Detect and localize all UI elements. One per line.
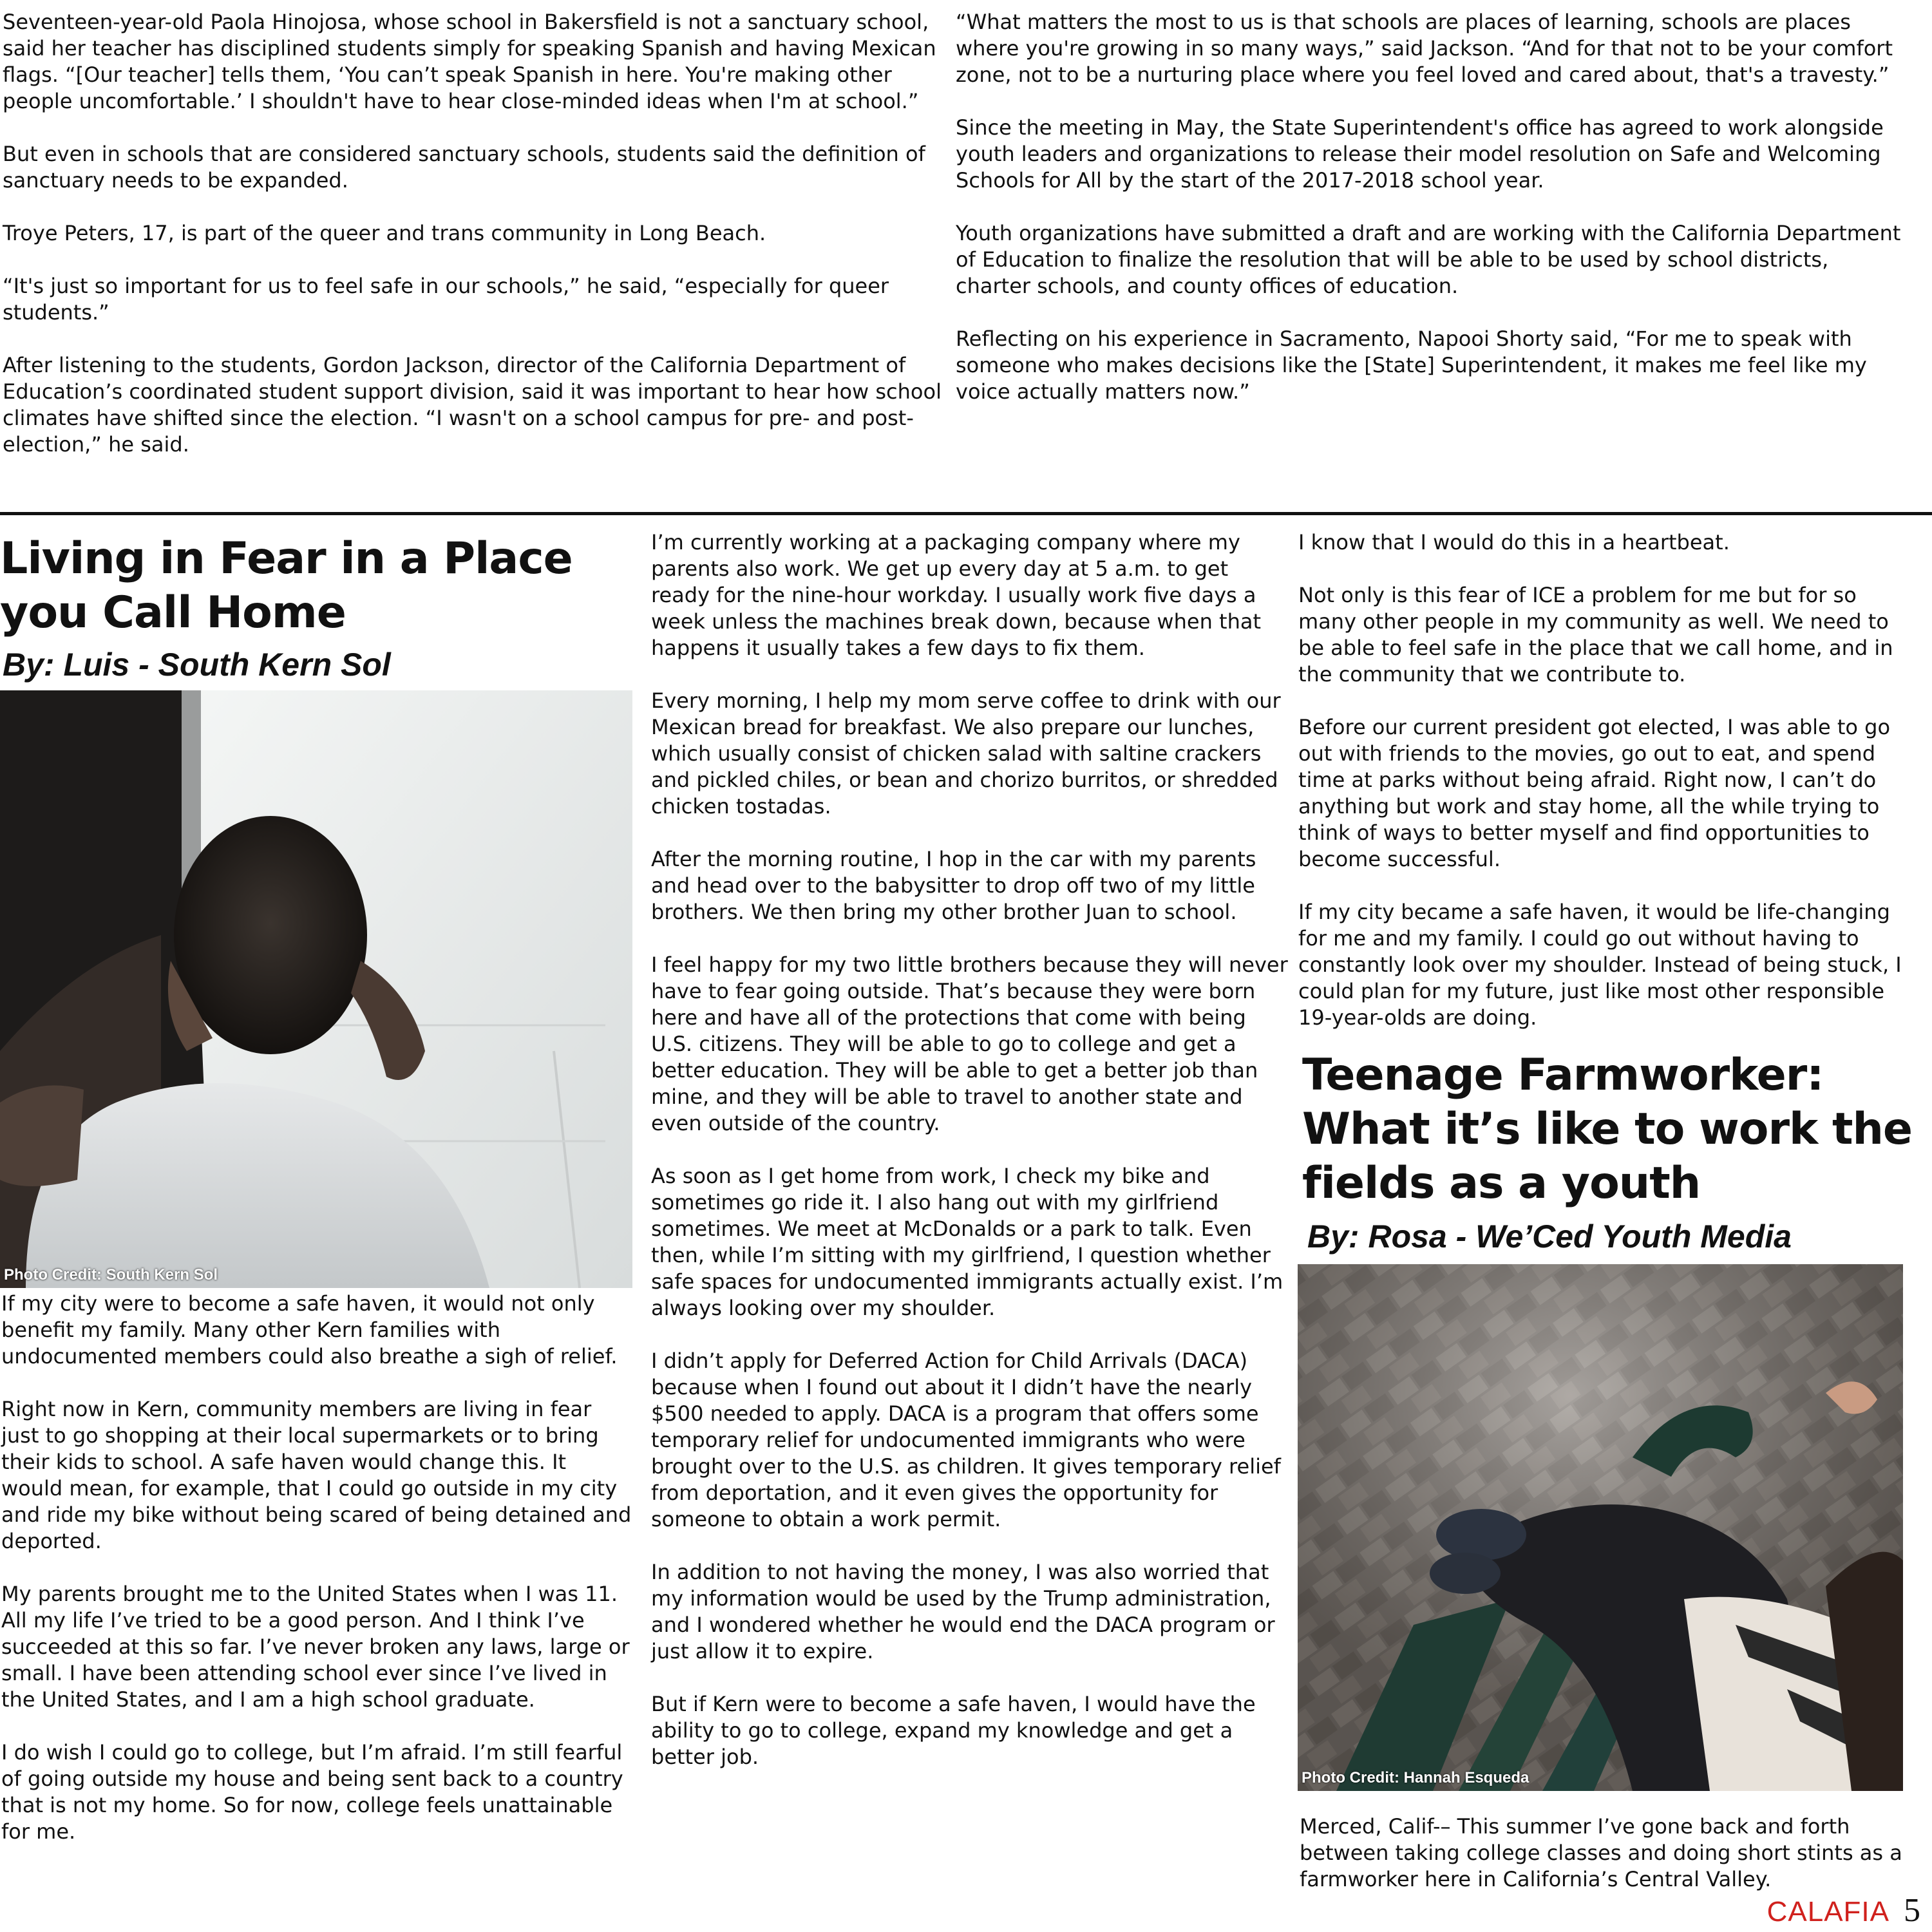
paragraph: I didn’t apply for Deferred Action for Child Arrivals (DACA) because when I found out about it I didn’t have the nearly $500 needed to apply. DACA is a program that offers some temporary relief for undocumented immigrants who were brought over to the U.S. as children. It gives temporary relief from deportation, and it even gives the opportunity for someone to obtain a work permit. (651, 1349, 1281, 1531)
paragraph: Youth organizations have submitted a draft and are working with the California Department of Education to finalize the resolution that will be able to be used by school districts, charter schools, and county offices of education. (956, 221, 1901, 298)
paragraph: I know that I would do this in a heartbeat. (1298, 530, 1730, 554)
article2-photo (1298, 1264, 1903, 1791)
article1-photo (0, 690, 632, 1288)
paragraph: Right now in Kern, community members are living in fear just to go shopping at their local supermarkets or to bring their kids to school. A safe haven would change this. It would mean, for example, that I could go outside in my city and ride my bike without being scared of being detained and deported. (1, 1397, 632, 1553)
photo-young-man-at-window (0, 690, 632, 1288)
paragraph: But if Kern were to become a safe haven, I would have the ability to go to college, expand my knowledge and get a better job. (651, 1692, 1256, 1769)
paragraph: In addition to not having the money, I was also worried that my information would be used by the Trump administration, and I wondered whether he would end the DACA program or just allow it to expire. (651, 1560, 1275, 1663)
article1-column-3 (1298, 529, 1917, 1031)
paragraph: “It's just so important for us to feel safe in our schools,” he said, “especially for queer students.” (3, 274, 889, 325)
photo-person-on-bench (1298, 1264, 1903, 1791)
paragraph: Merced, Calif-– This summer I’ve gone back and forth between taking college classes and doing short stints as a farmworker here in California’s Central Valley. (1300, 1814, 1902, 1891)
top-right-column (956, 9, 1909, 405)
paragraph: I’m currently working at a packaging company where my parents also work. We get up every day at 5 a.m. to get ready for the nine-hour workday. I usually work five days a week unless the machines break down, because when that happens it usually takes a few days to fix them. (651, 530, 1261, 660)
paragraph: After the morning routine, I hop in the car with my parents and head over to the babysitter to drop off two of my little brothers. We then bring my other brother Juan to school. (651, 847, 1256, 924)
article1-byline: By: Luis - South Kern Sol (3, 647, 391, 683)
paragraph: Troye Peters, 17, is part of the queer and trans community in Long Beach. (3, 221, 766, 245)
paragraph: I feel happy for my two little brothers because they will never have to fear going outside. That’s because they were born here and have all of the protections that come with being U.S. citizens. They will be able to go to college and get a better education. They will be able to get a better job than mine, and they will be able to travel to another state and even outside of the country. (651, 952, 1288, 1135)
article1-column-1 (1, 1291, 632, 1845)
page-footer (1767, 1891, 1920, 1929)
paragraph: After listening to the students, Gordon Jackson, director of the California Department of Education’s coordinated student support division, said it was important to hear how school climates have shifted since the election. “I wasn't on a school campus for pre- and post-election,” he said. (3, 353, 942, 457)
paragraph: As soon as I get home from work, I check my bike and sometimes go ride it. I also hang out with my girlfriend sometimes. We meet at McDonalds or a park to talk. Even then, while I’m sitting with my girlfriend, I question whether safe spaces for undocumented immigrants actually exist. I’m always looking over my shoulder. (651, 1164, 1283, 1320)
paragraph: Since the meeting in May, the State Superintendent's office has agreed to work alongside youth leaders and organizations to release their model resolution on Safe and Welcoming Schools for All by the start of the 2017-2018 school year. (956, 115, 1884, 193)
top-left-column (3, 9, 949, 458)
paragraph: If my city were to become a safe haven, it would not only benefit my family. Many other Kern families with undocumented members could also breathe a sigh of relief. (1, 1291, 618, 1368)
paragraph: Every morning, I help my mom serve coffee to drink with our Mexican bread for breakfast. We also prepare our lunches, which usually consist of chicken salad with saltine crackers and pickled chiles, or bean and chorizo burritos, or shredded chicken tostadas. (651, 688, 1281, 819)
paragraph: “What matters the most to us is that schools are places of learning, schools are places where you're growing in so many ways,” said Jackson. “And for that not to be your comfort zone, not to be a nurturing place where you feel loved and cared about, that's a travesty.” (956, 10, 1893, 87)
article2-body (1300, 1814, 1918, 1893)
paragraph: Before our current president got elected, I was able to go out with friends to the movies, go out to eat, and spend time at parks without being afraid. Right now, I can’t do anything but work and stay home, all the while trying to think of ways to better myself and find opportunities to become successful. (1298, 715, 1891, 871)
page-number: 5 (1904, 1892, 1920, 1929)
paragraph: Reflecting on his experience in Sacramento, Napooi Shorty said, “For me to speak with someone who makes decisions like the [State] Superintendent, it makes me feel like my voice actually matters now.” (956, 327, 1867, 404)
paragraph: But even in schools that are considered sanctuary schools, students said the definition of sanctuary needs to be expanded. (3, 142, 925, 193)
photo-credit: Photo Credit: Hannah Esqueda (1302, 1769, 1530, 1786)
photo-credit: Photo Credit: South Kern Sol (4, 1266, 218, 1283)
paragraph: Seventeen-year-old Paola Hinojosa, whose school in Bakersfield is not a sanctuary school, said her teacher has disciplined students simply for speaking Spanish and having Mexican flags. “[Our teacher] tells them, ‘You can’t speak Spanish in here. You're making other people uncomfortable.’ I shouldn't have to hear close-minded ideas when I'm at school.” (3, 10, 936, 113)
article2-headline: Teenage Farmworker: What it’s like to work the fields as a youth (1302, 1050, 1912, 1209)
article1-column-2 (651, 529, 1289, 1770)
paragraph: If my city became a safe haven, it would be life-changing for me and my family. I could go out without having to constantly look over my shoulder. Instead of being stuck, I could plan for my future, just like most other responsible 19-year-olds are doing. (1298, 900, 1902, 1030)
article1-headline: Living in Fear in a Place you Call Home (0, 533, 573, 638)
article2-byline: By: Rosa - We’Ced Youth Media (1307, 1218, 1792, 1255)
paragraph: My parents brought me to the United States when I was 11. All my life I’ve tried to be a good person. And I think I’ve succeeded at this so far. I’ve never broken any laws, large or small. I have been attending school ever since I’ve lived in the United States, and I am a high school graduate. (1, 1582, 630, 1712)
paragraph: Not only is this fear of ICE a problem for me but for so many other people in my community as well. We need to be able to feel safe in the place that we call home, and in the community that we contribute to. (1298, 583, 1893, 687)
section-divider (0, 512, 1932, 515)
magazine-brand: CALAFIA (1766, 1896, 1889, 1927)
paragraph: I do wish I could go to college, but I’m afraid. I’m still fearful of going outside my house and being sent back to a country that is not my home. So for now, college feels unattainable for me. (1, 1740, 623, 1844)
